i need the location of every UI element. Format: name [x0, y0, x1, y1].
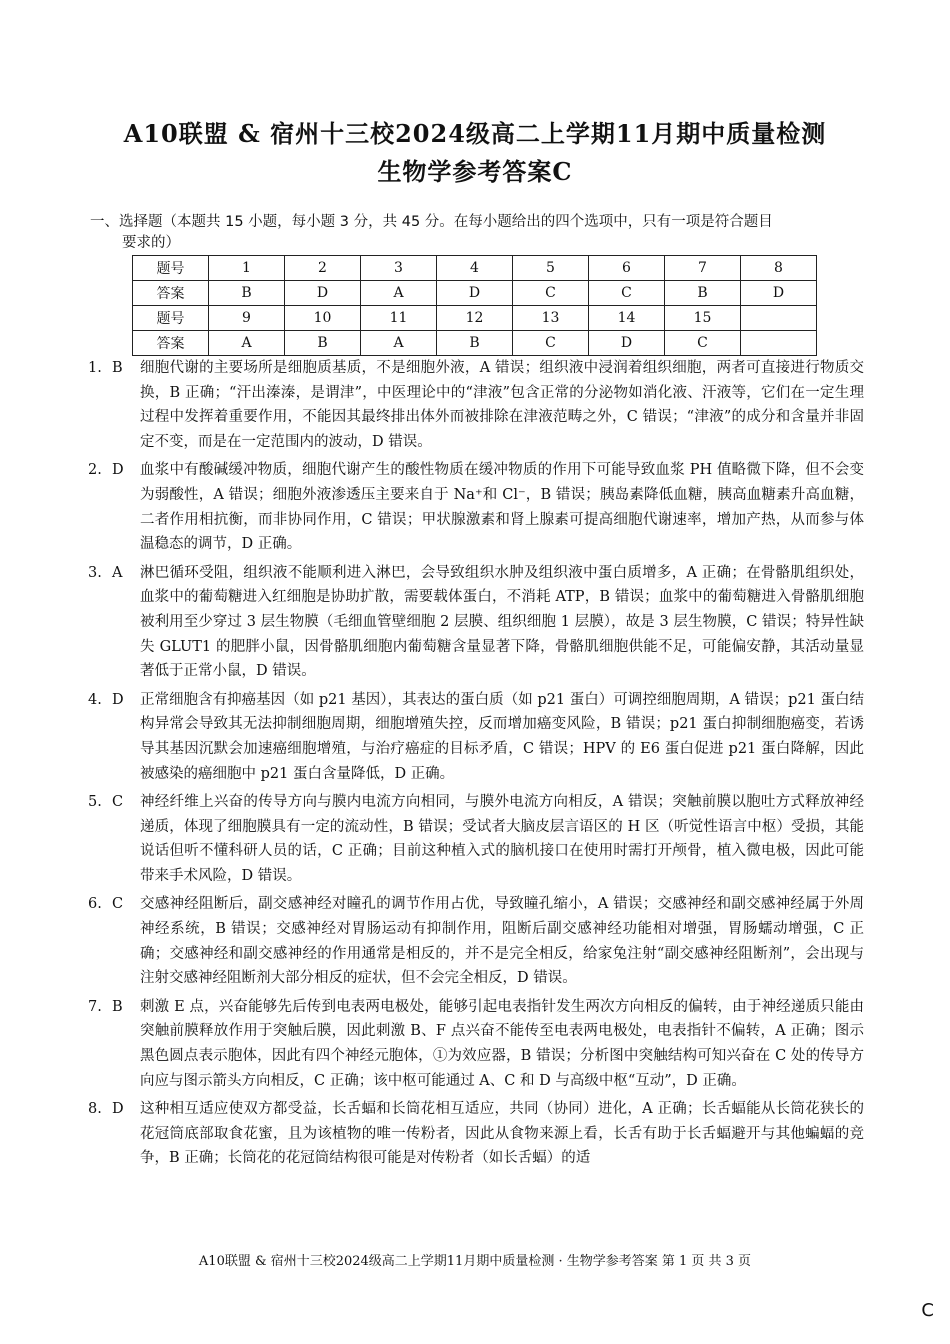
answer-table-cell: D — [741, 281, 817, 306]
item-text: 淋巴循环受阻，组织液不能顺利进入淋巴，会导致组织水肿及组织液中蛋白质增多，A 正确；在骨骼肌组织处，血浆中的葡萄糖进入红细胞是协助扩散，需要载体蛋白，不消耗 ATP，B 错误；血浆中的葡萄糖进入骨骼肌细胞被利用至少穿过 3 层生物膜（毛细血管壁细胞 2 层膜、组织细胞 1 层膜），故是 3 层生物膜，C 错误；特异性缺失 GLUT1 的肥胖小鼠，因骨骼肌细胞内葡萄糖含量显著下降，骨骼肌细胞供能不足，可能偏安静，其活动量显著低于正常小鼠，D 错误。 — [140, 564, 865, 680]
item-number: 1. — [88, 360, 102, 376]
explanation-item — [88, 790, 864, 888]
answer-table-cell — [741, 331, 817, 356]
answer-explanations — [88, 356, 864, 1175]
answer-table-cell: 4 — [437, 256, 513, 281]
item-number: 3. — [88, 564, 102, 581]
answer-table-row — [133, 256, 817, 281]
answer-table-cell: B — [437, 331, 513, 356]
answer-table-cell: 14 — [589, 306, 665, 331]
explanation-item — [88, 688, 864, 786]
answer-table-row-header: 题号 — [133, 306, 209, 331]
item-number: 5. — [88, 794, 102, 811]
item-answer: D — [112, 462, 124, 479]
item-number: 4. — [88, 691, 102, 708]
item-number: 6. — [88, 896, 102, 913]
explanation-item — [88, 561, 864, 684]
answer-table-cell: 8 — [741, 256, 817, 281]
answer-table-cell: 9 — [209, 306, 285, 331]
page-title: A10联盟 & 宿州十三校2024级高二上学期11月期中质量检测 — [123, 119, 827, 148]
item-answer: B — [112, 360, 123, 376]
answer-table-cell: 10 — [285, 306, 361, 331]
answer-table — [132, 255, 817, 356]
answer-table-cell: A — [361, 331, 437, 356]
page-subtitle: 生物学参考答案C — [377, 157, 573, 186]
item-answer: C — [112, 794, 124, 811]
answer-table-cell: C — [589, 281, 665, 306]
item-text: 细胞代谢的主要场所是细胞质基质，不是细胞外液，A 错误；组织液中浸润着组织细胞，两者可直接进行物质交换，B 正确；“汗出溱溱，是谓津”，中医理论中的“津液”包含正常的分泌物如消化液、汗液等，它们在一定生理过程中发挥着重要作用，不能因其最终排出体外而被排除在津液范畴之外，C 错误；“津液”的成分和含量并非固定不变，而是在一定范围内的波动，D 错误。 — [140, 360, 864, 450]
answer-table-cell: C — [513, 331, 589, 356]
answer-table-cell: B — [209, 281, 285, 306]
answer-table-cell: A — [209, 331, 285, 356]
answer-table-row-header: 答案 — [133, 281, 209, 306]
answer-table-cell: D — [589, 331, 665, 356]
item-text: 交感神经阻断后，副交感神经对瞳孔的调节作用占优，导致瞳孔缩小，A 错误；交感神经和副交感神经属于外周神经系统，B 错误；交感神经对胃肠运动有抑制作用，阻断后副交感神经功能相对增强，胃肠蠕动增强，C 正确；交感神经和副交感神经的作用通常是相反的，并不是完全相反，给家兔注射“副交感神经阻断剂”，会出现与注射交感神经阻断剂大部分相反的症状，但不会完全相反，D 错误。 — [140, 896, 864, 987]
answer-table-cell: 6 — [589, 256, 665, 281]
explanation-item — [88, 892, 864, 990]
answer-table-cell: A — [361, 281, 437, 306]
answer-table-row — [133, 331, 817, 356]
answer-table-cell: 5 — [513, 256, 589, 281]
answer-table-row — [133, 281, 817, 306]
item-answer: C — [112, 896, 124, 913]
explanation-item — [88, 995, 864, 1093]
answer-table-cell: 1 — [209, 256, 285, 281]
answer-table-cell: 12 — [437, 306, 513, 331]
answer-table-cell: B — [285, 331, 361, 356]
answer-table-cell: 15 — [665, 306, 741, 331]
answer-table-cell: 2 — [285, 256, 361, 281]
answer-table-row-header: 答案 — [133, 331, 209, 356]
answer-table-cell: B — [665, 281, 741, 306]
item-number: 7. — [88, 998, 102, 1015]
item-answer: B — [112, 998, 123, 1015]
item-text: 刺激 E 点，兴奋能够先后传到电表两电极处，能够引起电表指针发生两次方向相反的偏转，由于神经递质只能由突触前膜释放作用于突触后膜，因此刺激 B、F 点兴奋不能传至电表两电极处，电表指针不偏转，A 正确；图示黑色圆点表示胞体，因此有四个神经元胞体，①为效应器，B 错误；分析图中突触结构可知兴奋在 C 处的传导方向应与图示箭头方向相反，C 正确；该中枢可能通过 A、C 和 D 与高级中枢“互动”，D 正确。 — [140, 998, 864, 1089]
explanation-item — [88, 458, 864, 556]
section-heading-line-2: 要求的） — [122, 235, 180, 251]
answer-table-cell: 13 — [513, 306, 589, 331]
answer-table-cell: C — [513, 281, 589, 306]
answer-table-cell: C — [665, 331, 741, 356]
answer-table-cell — [741, 306, 817, 331]
answer-table-row-header: 题号 — [133, 256, 209, 281]
answer-table-cell: D — [437, 281, 513, 306]
explanation-item — [88, 1097, 864, 1171]
item-text: 神经纤维上兴奋的传导方向与膜内电流方向相同，与膜外电流方向相反，A 错误；突触前膜以胞吐方式释放神经递质，体现了细胞膜具有一定的流动性，B 错误；受试者大脑皮层言语区的 H 区（听觉性语言中枢）受损，其能说话但听不懂科研人员的话，C 正确；目前这种植入式的脑机接口在使用时需打开颅骨，植入微电极，因此可能带来手术风险，D 错误。 — [140, 794, 864, 884]
answer-table-row — [133, 306, 817, 331]
page-footer: A10联盟 & 宿州十三校2024级高二上学期11月期中质量检测 · 生物学参考答案 第 1 页 共 3 页 — [198, 1254, 752, 1269]
item-answer: A — [112, 564, 123, 581]
section-heading-line-1: 一、选择题（本题共 15 小题，每小题 3 分，共 45 分。在每小题给出的四个选项中，只有一项是符合题目 — [90, 214, 773, 230]
item-number: 8. — [88, 1101, 102, 1118]
corner-mark: C — [921, 1300, 934, 1321]
answer-table-cell: 3 — [361, 256, 437, 281]
answer-table-cell: 7 — [665, 256, 741, 281]
explanation-item — [88, 356, 864, 454]
item-text: 正常细胞含有抑癌基因（如 p21 基因），其表达的蛋白质（如 p21 蛋白）可调控细胞周期，A 错误；p21 蛋白结构异常会导致其无法抑制细胞周期，细胞增殖失控，反而增加癌变风险，B 错误；p21 蛋白抑制细胞癌变，若诱导其基因沉默会加速癌细胞增殖，与治疗癌症的目标矛盾，C 错误；HPV 的 E6 蛋白促进 p21 蛋白降解，因此被感染的癌细胞中 p21 蛋白含量降低，D 正确。 — [140, 691, 864, 782]
item-answer: D — [112, 1101, 124, 1118]
item-number: 2. — [88, 462, 102, 479]
section-heading — [90, 212, 870, 254]
item-answer: D — [112, 691, 124, 708]
item-text: 血浆中有酸碱缓冲物质，细胞代谢产生的酸性物质在缓冲物质的作用下可能导致血浆 PH 值略微下降，但不会变为弱酸性，A 错误；细胞外液渗透压主要来自于 Na⁺和 Cl⁻，B 错误；胰岛素降低血糖，胰高血糖素升高血糖，二者作用相抗衡，而非协同作用，C 错误；甲状腺激素和肾上腺素可提高细胞代谢速率，增加产热，从而参与体温稳态的调节，D 正确。 — [140, 462, 864, 553]
answer-table-cell: 11 — [361, 306, 437, 331]
item-text: 这种相互适应使双方都受益，长舌蝠和长筒花相互适应，共同（协同）进化，A 正确；长舌蝠能从长筒花狭长的花冠筒底部取食花蜜，且为该植物的唯一传粉者，因此从食物来源上看，长舌有助于长舌蝠避开与其他蝙蝠的竞争，B 正确；长筒花的花冠筒结构很可能是对传粉者（如长舌蝠）的适 — [140, 1101, 864, 1167]
answer-table-cell: D — [285, 281, 361, 306]
